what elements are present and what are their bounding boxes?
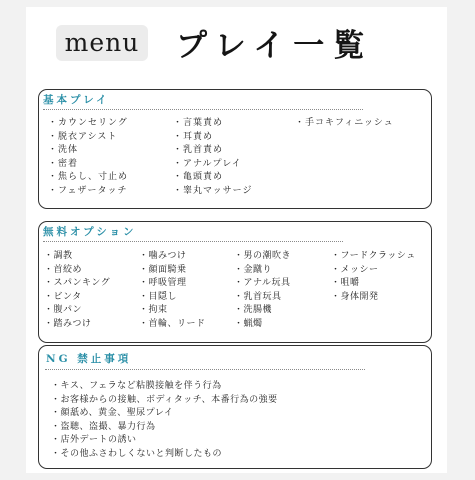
menu-label: menu xyxy=(56,25,148,61)
list-item: ・踏みつけ xyxy=(44,318,92,329)
list-item: ・店外デートの誘い xyxy=(51,435,137,446)
free-options-column-2 xyxy=(139,250,206,332)
list-item: ・調教 xyxy=(44,251,73,261)
basic-play-column-3 xyxy=(295,117,394,131)
list-item: ・キス、フェラなど粘膜接触を伴う行為 xyxy=(51,381,222,391)
basic-play-section xyxy=(38,89,432,209)
list-item: ・お客様からの接触、ボディタッチ、本番行為の強要 xyxy=(51,394,278,405)
basic-play-column-1 xyxy=(48,117,128,199)
list-item: ・首絞め xyxy=(44,264,83,275)
list-item: ・乳首責め xyxy=(173,145,224,156)
list-item: ・アナルプレイ xyxy=(173,158,242,169)
list-item: ・密着 xyxy=(48,158,79,169)
ng-heading: NG 禁止事項 xyxy=(46,353,132,365)
list-item: ・脱衣アシスト xyxy=(48,131,118,142)
list-item: ・フェザータッチ xyxy=(48,185,128,196)
section-divider xyxy=(43,109,363,110)
list-item: ・噛みつけ xyxy=(139,251,187,261)
list-item: ・耳責め xyxy=(173,131,214,142)
free-options-column-4 xyxy=(331,250,416,304)
list-item: ・拘束 xyxy=(139,305,168,316)
list-item: ・アナル玩具 xyxy=(234,278,291,289)
list-item: ・金蹴り xyxy=(234,264,273,275)
list-item: ・腹パン xyxy=(44,305,83,316)
list-item: ・身体開発 xyxy=(331,291,379,302)
free-options-heading: 無料オプション xyxy=(43,226,137,238)
list-item: ・男の潮吹き xyxy=(234,251,292,261)
list-item: ・カウンセリング xyxy=(48,118,128,128)
list-item: ・洗腸機 xyxy=(234,305,273,316)
list-item: ・顔舐め、黄金、聖尿プレイ xyxy=(51,408,174,419)
ng-list xyxy=(51,380,278,462)
list-item: ・メッシー xyxy=(331,264,379,275)
free-options-section xyxy=(38,221,432,343)
list-item: ・盗聴、盗撮、暴力行為 xyxy=(51,421,156,432)
list-item: ・フードクラッシュ xyxy=(331,251,416,261)
section-divider xyxy=(43,241,343,242)
list-item: ・手コキフィニッシュ xyxy=(295,118,394,128)
menu-page xyxy=(26,7,447,473)
list-item: ・その他ふさわしくないと判断したもの xyxy=(51,448,223,459)
list-item: ・乳首玩具 xyxy=(234,291,282,302)
list-item: ・スパンキング xyxy=(44,278,111,289)
list-item: ・顔面騎乗 xyxy=(139,264,187,275)
list-item: ・亀頭責め xyxy=(173,172,224,183)
list-item: ・首輪、リード xyxy=(139,318,206,329)
basic-play-heading: 基本プレイ xyxy=(43,94,110,106)
list-item: ・言葉責め xyxy=(173,118,224,128)
ng-section xyxy=(38,345,432,469)
section-divider xyxy=(45,369,365,370)
free-options-column-3 xyxy=(234,250,291,332)
page-title: プレイ一覧 xyxy=(176,28,374,64)
list-item: ・睾丸マッサージ xyxy=(173,185,253,196)
list-item: ・洗体 xyxy=(48,145,79,156)
list-item: ・蝋燭 xyxy=(234,318,263,329)
basic-play-column-2 xyxy=(173,117,252,199)
list-item: ・咀嚼 xyxy=(331,278,360,289)
list-item: ・焦らし、寸止め xyxy=(48,172,129,183)
free-options-column-1 xyxy=(44,250,110,332)
list-item: ・ビンタ xyxy=(44,291,82,302)
list-item: ・呼吸管理 xyxy=(139,278,187,289)
list-item: ・目隠し xyxy=(139,291,178,302)
